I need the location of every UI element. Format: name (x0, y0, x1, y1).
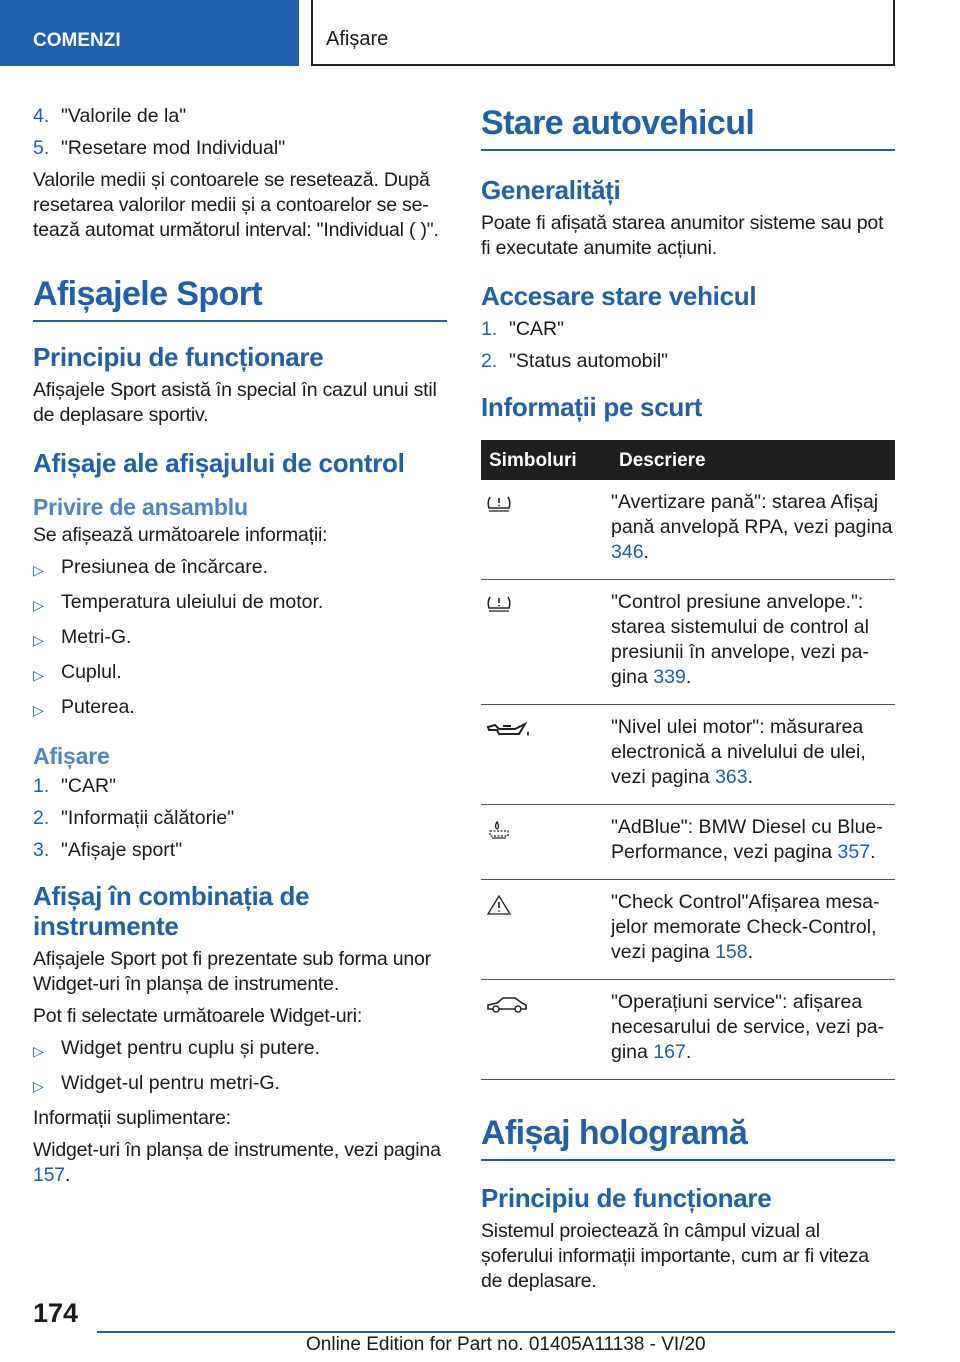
table-header-row (481, 440, 895, 480)
table-cell: "Nivel ulei motor": măsurarea electronică a nivelului de ulei, vezi pagina 363. (611, 705, 895, 805)
page-number: 174 (33, 1298, 79, 1328)
list-item: 5. "Resetare mod Individual" (33, 137, 286, 159)
heading-informatii: Informații pe scurt (481, 392, 703, 422)
paragraph-holo: Sistemul proiectează în câmpul vizual al șoferului informații importante, cum ar fi viteza de deplasare. (481, 1220, 869, 1292)
table-cell: "Control presiune anvelope.": starea sistemului de control al presiunii în anvelope, vezi pagina 339. (611, 580, 895, 705)
table-row (481, 980, 895, 1080)
list-item: ▷ Widget pentru cuplu și putere. (33, 1037, 321, 1059)
page-link[interactable]: 157 (33, 1164, 65, 1186)
paragraph-widgets: Pot fi selectate următoarele Widget-uri: (33, 1005, 363, 1027)
column-header: Simboluri (481, 440, 611, 480)
heading-stare: Stare autovehicul (481, 104, 895, 151)
paragraph-info: Informații suplimentare: (33, 1107, 231, 1129)
adblue-icon (485, 819, 513, 841)
paragraph-privire: Se afișează următoarele informații: (33, 524, 328, 546)
page-link[interactable]: 357 (837, 841, 871, 863)
oil-level-icon (485, 719, 533, 741)
heading-principiu: Principiu de funcționare (33, 342, 324, 372)
heading-principiu-holo: Principiu de funcționare (481, 1183, 772, 1213)
table-cell: "Operațiuni service": afișarea necesarului de service, vezi pagina 167. (611, 980, 895, 1080)
paragraph-generalitati: Poate fi afișată starea anumitor sisteme sau pot fi executate anumite acțiuni. (481, 212, 884, 259)
paragraph-widget-ref: Widget-uri în planșa de instrumente, vezi pagina 157. (33, 1139, 441, 1186)
edition-text: Online Edition for Part no. 01405A11138 - VI/20 (306, 1334, 706, 1355)
paragraph-combinatia: Afișajele Sport pot fi prezentate sub forma unor Widget-uri în planșa de instrumente. (33, 948, 431, 995)
tire-pressure-warning-icon (485, 494, 513, 514)
list-item: ▷ Puterea. (33, 696, 135, 718)
footer-divider (97, 1331, 895, 1333)
check-control-warning-icon (485, 894, 513, 916)
list-item: 2. "Status automobil" (481, 350, 669, 372)
heading-generalitati: Generalități (481, 175, 621, 205)
paragraph-principiu: Afișajele Sport asistă în special în cazul unui stil de deplasare sportiv. (33, 379, 437, 426)
page-link[interactable]: 363 (715, 766, 748, 788)
heading-afisaje-control: Afișaje ale afișajului de control (33, 448, 405, 478)
list-item: 2. "Informații călătorie" (33, 807, 235, 829)
heading-holograma: Afișaj hologramă (481, 1114, 895, 1161)
heading-sport: Afișajele Sport (33, 275, 447, 322)
page-link[interactable]: 167 (653, 1041, 686, 1063)
list-item: 4. "Valorile de la" (33, 105, 187, 127)
page-link[interactable]: 339 (653, 666, 686, 688)
table-row (481, 880, 895, 980)
right-column (481, 104, 895, 1301)
page-link[interactable]: 158 (715, 941, 748, 963)
table-row (481, 805, 895, 880)
topic-title: Afișare (311, 0, 895, 66)
list-item: 1. "CAR" (33, 775, 117, 797)
table-row (481, 580, 895, 705)
list-item: 3. "Afișaje sport" (33, 839, 183, 861)
page-link[interactable]: 346 (611, 541, 644, 563)
symbols-table (481, 440, 895, 1080)
car-service-icon (485, 994, 529, 1016)
table-cell: "AdBlue": BMW Diesel cu BluePerformance, vezi pagina 357. (611, 805, 895, 880)
list-item: ▷ Widget-ul pentru metri-G. (33, 1072, 280, 1094)
page-header (0, 0, 960, 66)
left-column (33, 104, 447, 1195)
list-item: ▷ Cuplul. (33, 661, 122, 683)
list-item: 1. "CAR" (481, 318, 565, 340)
section-tab: COMENZI (0, 0, 299, 66)
list-item: ▷ Temperatura uleiului de motor. (33, 591, 324, 613)
list-item: ▷ Metri-G. (33, 626, 132, 648)
column-header: Descriere (611, 440, 895, 480)
heading-privire: Privire de ansamblu (33, 494, 248, 520)
heading-combinatia: Afișaj în combinația de instrumente (33, 881, 310, 941)
table-row (481, 705, 895, 805)
paragraph-reset: Valorile medii și contoarele se resetează. După resetarea valorilor medii și a contoarelor se setează automat următorul interval: "Individual ( )". (33, 169, 439, 241)
table-cell: "Check Control"Afișarea mesajelor memorate Check-Control, vezi pagina 158. (611, 880, 895, 980)
heading-accesare: Accesare stare vehicul (481, 281, 757, 311)
table-cell: "Avertizare pană": starea Afișaj pană anvelopă RPA, vezi pagina 346. (611, 480, 895, 580)
heading-afisare: Afișare (33, 743, 110, 769)
tire-pressure-control-icon (485, 594, 513, 614)
table-row (481, 480, 895, 580)
list-item: ▷ Presiunea de încărcare. (33, 556, 269, 578)
